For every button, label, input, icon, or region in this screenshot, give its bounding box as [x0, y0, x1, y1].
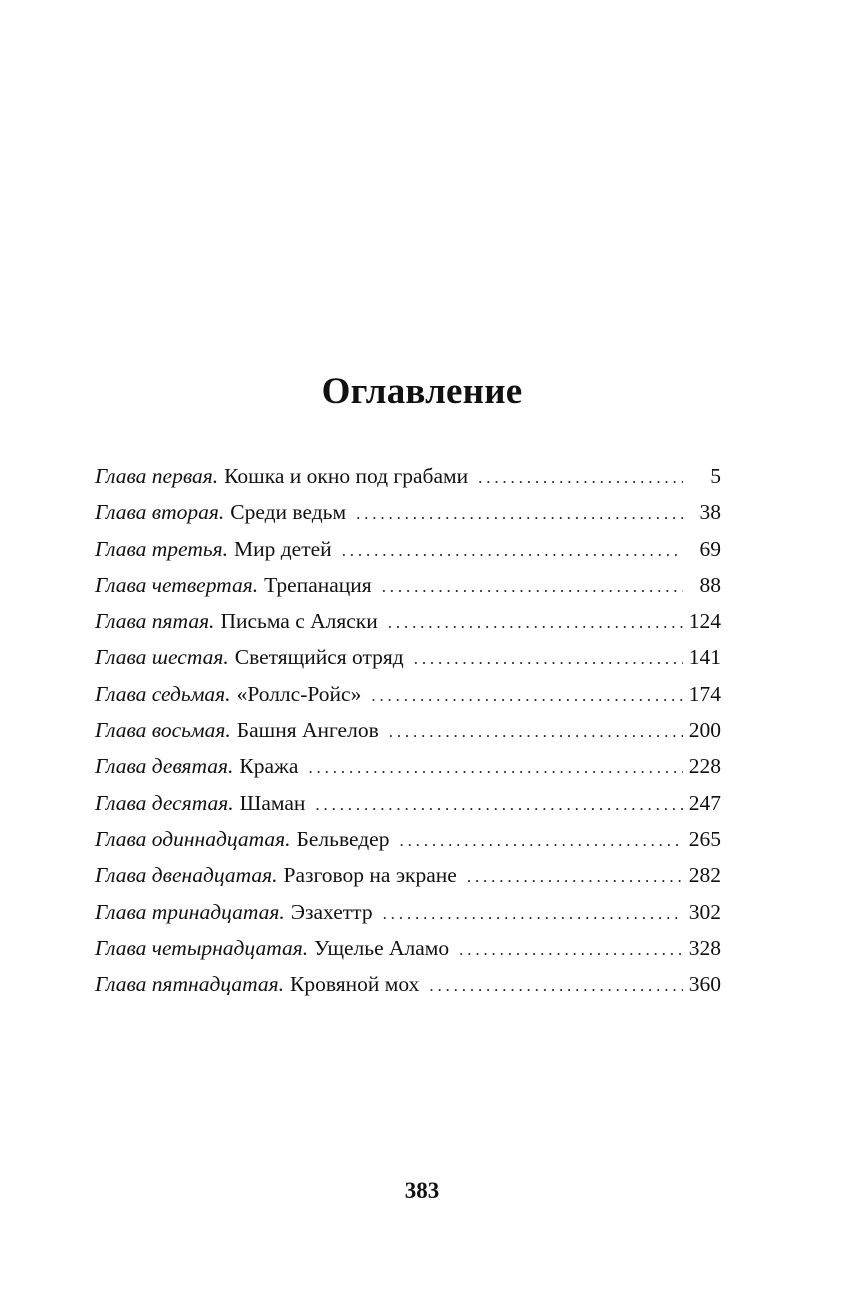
dot-leader: [467, 859, 683, 895]
page-number: 282: [688, 863, 721, 888]
dot-leader: [382, 569, 683, 605]
dot-leader: [388, 605, 683, 641]
page-number: 228: [688, 754, 721, 779]
chapter-number: Глава пятнадцатая.: [95, 972, 285, 997]
toc-entry: [95, 531, 721, 567]
chapter-title: Кража: [239, 754, 299, 779]
chapter-number: Глава четвертая.: [95, 572, 259, 597]
chapter-number: Глава третья.: [95, 536, 228, 561]
chapter-title: Светящийся отряд: [234, 645, 404, 670]
chapter-number: Глава десятая.: [95, 790, 234, 815]
chapter-number: Глава седьмая.: [95, 681, 231, 706]
chapter-number: Глава четырнадцатая.: [95, 935, 309, 960]
toc-entry: [95, 894, 721, 930]
page-number: 302: [688, 899, 721, 924]
chapter-number: Глава вторая.: [95, 500, 225, 525]
chapter-title: Письма с Аляски: [220, 609, 378, 634]
dot-leader: [389, 714, 683, 750]
page-number: 88: [699, 572, 721, 597]
chapter-number: Глава первая.: [95, 464, 219, 488]
dot-leader: [356, 496, 683, 532]
toc-entry: [95, 494, 721, 530]
dot-leader: [414, 641, 683, 677]
toc-entry: [95, 712, 721, 748]
chapter-title: Шаман: [239, 790, 306, 815]
toc-entry: [95, 748, 721, 784]
toc-entry: [95, 676, 721, 712]
dot-leader: [371, 678, 682, 714]
toc-entry: [95, 458, 721, 494]
toc-entry: [95, 966, 721, 1002]
page-number: 124: [688, 609, 721, 634]
chapter-number: Глава одиннадцатая.: [95, 826, 291, 851]
chapter-number: Глава восьмая.: [95, 718, 231, 743]
page-number: 141: [688, 645, 721, 670]
chapter-title: «Роллс-Ройс»: [236, 681, 362, 706]
chapter-title: Ущелье Аламо: [314, 935, 450, 960]
chapter-number: Глава тринадцатая.: [95, 899, 285, 924]
chapter-title: Трепанация: [264, 572, 372, 597]
chapter-title: Разговор на экране: [283, 863, 457, 888]
toc-entry: [95, 639, 721, 675]
page-number: 69: [699, 536, 721, 561]
page-folio: 383: [404, 1178, 440, 1203]
page-number: 360: [688, 972, 721, 997]
page-number: 5: [710, 464, 721, 488]
chapter-number: Глава двенадцатая.: [95, 863, 278, 888]
table-of-contents: [95, 458, 721, 1002]
dot-leader: [429, 968, 682, 1004]
chapter-title: Кровяной мох: [290, 972, 420, 997]
toc-entry: [95, 857, 721, 893]
dot-leader: [459, 932, 683, 968]
dot-leader: [342, 533, 683, 569]
chapter-title: Среди ведьм: [230, 500, 347, 525]
toc-entry: [95, 567, 721, 603]
page-number: 328: [688, 935, 721, 960]
chapter-number: Глава девятая.: [95, 754, 234, 779]
page-number: 247: [688, 790, 721, 815]
toc-entry: [95, 821, 721, 857]
page-number: 174: [688, 681, 721, 706]
toc-entry: [95, 785, 721, 821]
dot-leader: [383, 896, 683, 932]
toc-entry: [95, 930, 721, 966]
dot-leader: [315, 787, 682, 823]
toc-entry: [95, 603, 721, 639]
page-title: Оглавление: [321, 371, 523, 412]
chapter-title: Мир детей: [234, 536, 332, 561]
dot-leader: [308, 750, 682, 786]
page-number: 38: [699, 500, 721, 525]
dot-leader: [399, 823, 682, 859]
dot-leader: [478, 460, 683, 496]
chapter-number: Глава шестая.: [95, 645, 229, 670]
page-number: 200: [688, 718, 721, 743]
chapter-title: Кошка и окно под грабами: [224, 464, 469, 488]
chapter-number: Глава пятая.: [95, 609, 215, 634]
page-number: 265: [688, 826, 721, 851]
chapter-title: Башня Ангелов: [236, 718, 379, 743]
chapter-title: Бельведер: [296, 826, 390, 851]
chapter-title: Эзахеттр: [290, 899, 373, 924]
